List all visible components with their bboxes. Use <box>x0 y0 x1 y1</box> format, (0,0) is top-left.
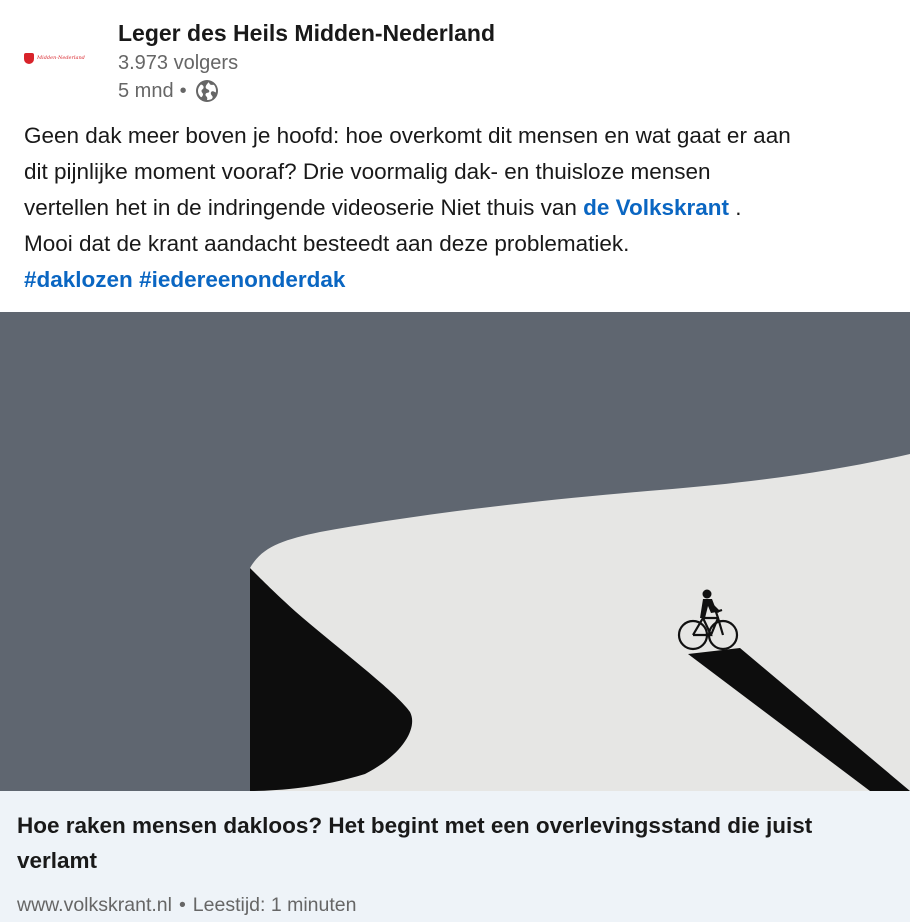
post-meta <box>118 78 219 104</box>
post-header <box>0 0 910 112</box>
post-text-line <box>24 190 890 226</box>
article-card[interactable] <box>0 791 910 922</box>
post-text-segment: vertellen het in de indringende videoserie Niet thuis van <box>24 195 584 220</box>
article-read-time: Leestijd: 1 minuten <box>192 894 357 916</box>
article-title-line: verlamt <box>17 848 98 873</box>
hashtag-line <box>24 262 890 298</box>
illustration <box>0 312 910 791</box>
article-title-line: Hoe raken mensen dakloos? Het begint met een overlevingsstand die juist <box>17 813 813 838</box>
post-text-line: Geen dak meer boven je hoofd: hoe overkomt dit mensen en wat gaat er aan <box>24 123 791 148</box>
mention-link-volkskrant[interactable]: de Volkskrant <box>583 195 729 220</box>
meta-separator: • <box>178 894 186 916</box>
hashtag-daklozen[interactable]: #daklozen <box>24 267 133 292</box>
post-text <box>24 118 890 298</box>
globe-icon <box>195 79 219 103</box>
article-image[interactable] <box>0 312 910 791</box>
post-text-line: dit pijnlijke moment vooraf? Drie voormalig dak- en thuisloze mensen <box>24 159 711 184</box>
post-text-segment: . <box>729 195 742 220</box>
article-source: www.volkskrant.nl <box>17 894 172 916</box>
post-time: 5 mnd <box>118 79 174 102</box>
author-name[interactable]: Leger des Heils Midden-Nederland <box>118 20 496 46</box>
meta-separator: • <box>179 79 187 102</box>
salvation-army-shield-icon <box>24 53 34 64</box>
follower-count: 3.973 volgers <box>118 52 239 74</box>
article-title[interactable] <box>17 808 897 878</box>
post-text-line: Mooi dat de krant aandacht besteedt aan deze problematiek. <box>24 231 630 256</box>
company-logo[interactable] <box>24 36 96 80</box>
logo-text: Midden-Nederland <box>37 55 85 61</box>
article-meta <box>17 894 356 917</box>
hashtag-iedereenonderdak[interactable]: #iedereenonderdak <box>139 267 346 292</box>
